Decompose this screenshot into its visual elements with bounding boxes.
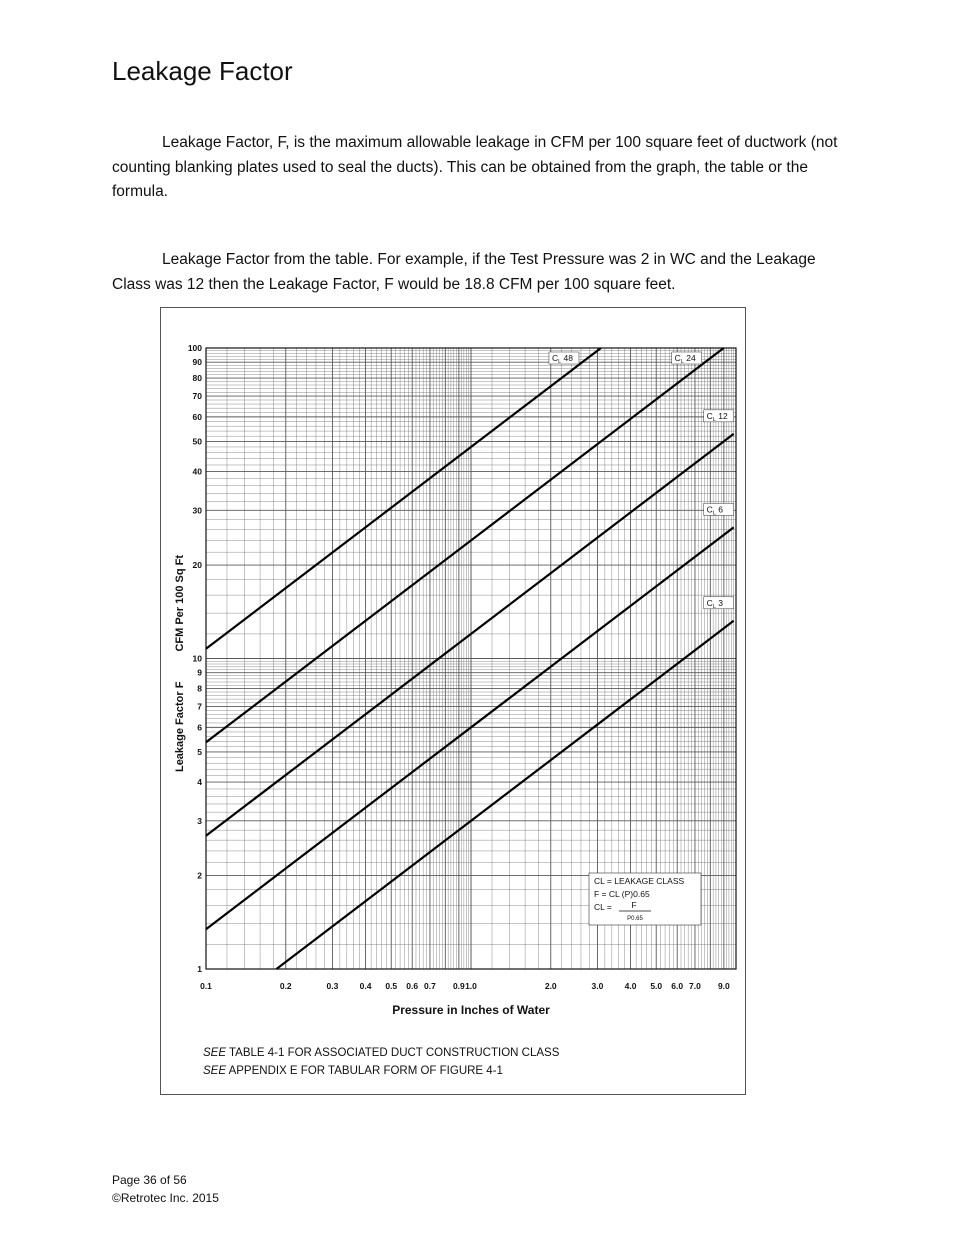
x-tick-label-6.0: 6.0 [671, 981, 684, 991]
x-tick-label-0.1: 0.1 [200, 981, 212, 991]
x-tick-label-4.0: 4.0 [624, 981, 637, 991]
x-tick-label-0.9: 0.9 [452, 981, 465, 991]
x-tick-label-9.0: 9.0 [717, 981, 730, 991]
y-tick-label-5: 5 [197, 746, 202, 757]
y-tick-label-70: 70 [192, 391, 202, 402]
series-label-3: $C_L$ 3 [706, 597, 723, 610]
legend-leakage-factor-formula: F = CL (P)0.65 [594, 889, 650, 899]
page-footer [112, 1171, 219, 1207]
y-tick-label-90: 90 [192, 357, 202, 368]
x-tick-label-0.3: 0.3 [326, 981, 339, 991]
series-label-12: $C_L$ 12 [706, 410, 728, 423]
y-tick-label-50: 50 [192, 436, 202, 447]
y-tick-label-60: 60 [192, 411, 202, 422]
figure-note-1: SEE TABLE 4-1 FOR ASSOCIATED DUCT CONSTRUCTION CLASS [203, 1047, 560, 1059]
legend-leakage-class-formula: CL = [594, 902, 612, 912]
legend-formula-numerator: F [631, 900, 637, 910]
leakage-factor-chart [161, 308, 747, 1096]
x-axis-title: Pressure in Inches of Water [392, 1003, 550, 1017]
x-tick-label-0.5: 0.5 [385, 981, 398, 991]
x-tick-label-0.6: 0.6 [406, 981, 419, 991]
y-tick-label-80: 80 [192, 373, 202, 384]
figure-note-2: SEE APPENDIX E FOR TABULAR FORM OF FIGURE 4-1 [203, 1065, 503, 1077]
y-tick-label-10: 10 [192, 653, 202, 664]
paragraph-leakage-definition [112, 131, 852, 205]
y-tick-label-8: 8 [197, 683, 202, 694]
leakage-factor-figure [160, 307, 746, 1095]
x-tick-label-3.0: 3.0 [591, 981, 604, 991]
y-tick-label-9: 9 [197, 667, 202, 678]
y-axis-title: Leakage Factor FCFM Per 100 Sq Ft [174, 554, 186, 773]
series-label-48: $C_L$ 48 [551, 353, 573, 365]
series-label-6: $C_L$ 6 [706, 504, 723, 517]
y-tick-label-1: 1 [197, 964, 202, 974]
paragraph-table-example-text: Leakage Factor from the table. For example, if the Test Pressure was 2 in WC and the Leakage Class was 12 then the Leakage Factor, F would be 18.8 CFM per 100 square feet. [112, 251, 816, 293]
y-tick-label-2: 2 [197, 870, 202, 881]
copyright: ©Retrotec Inc. 2015 [112, 1191, 219, 1205]
series-label-24: $C_L$ 24 [674, 353, 696, 365]
paragraph-table-example [112, 248, 852, 297]
x-tick-label-5.0: 5.0 [650, 981, 663, 991]
x-tick-label-7.0: 7.0 [689, 981, 701, 991]
y-tick-label-3: 3 [197, 815, 202, 826]
x-tick-label-1.0: 1.0 [465, 981, 477, 991]
x-tick-label-0.2: 0.2 [279, 981, 292, 991]
y-tick-label-20: 20 [192, 560, 202, 571]
y-tick-label-7: 7 [197, 701, 202, 712]
y-tick-label-6: 6 [197, 722, 202, 733]
y-tick-label-100: 100 [187, 343, 202, 353]
x-tick-label-0.7: 0.7 [424, 981, 436, 991]
y-tick-label-40: 40 [192, 466, 202, 477]
x-tick-label-2.0: 2.0 [544, 981, 557, 991]
legend-leakage-class-definition: CL = LEAKAGE CLASS [594, 876, 685, 886]
x-tick-label-0.4: 0.4 [359, 981, 372, 991]
page-heading: Leakage Factor [112, 56, 293, 86]
page-number: Page 36 of 56 [112, 1173, 187, 1187]
legend-formula-denominator: P0.65 [627, 916, 643, 922]
y-tick-label-30: 30 [192, 505, 202, 516]
y-tick-label-4: 4 [197, 777, 202, 788]
paragraph-leakage-definition-text: Leakage Factor, F, is the maximum allowable leakage in CFM per 100 square feet of ductwork (not counting blanking plates used to seal the ducts). This can be obtained from the graph, the table or the formula. [112, 134, 838, 200]
